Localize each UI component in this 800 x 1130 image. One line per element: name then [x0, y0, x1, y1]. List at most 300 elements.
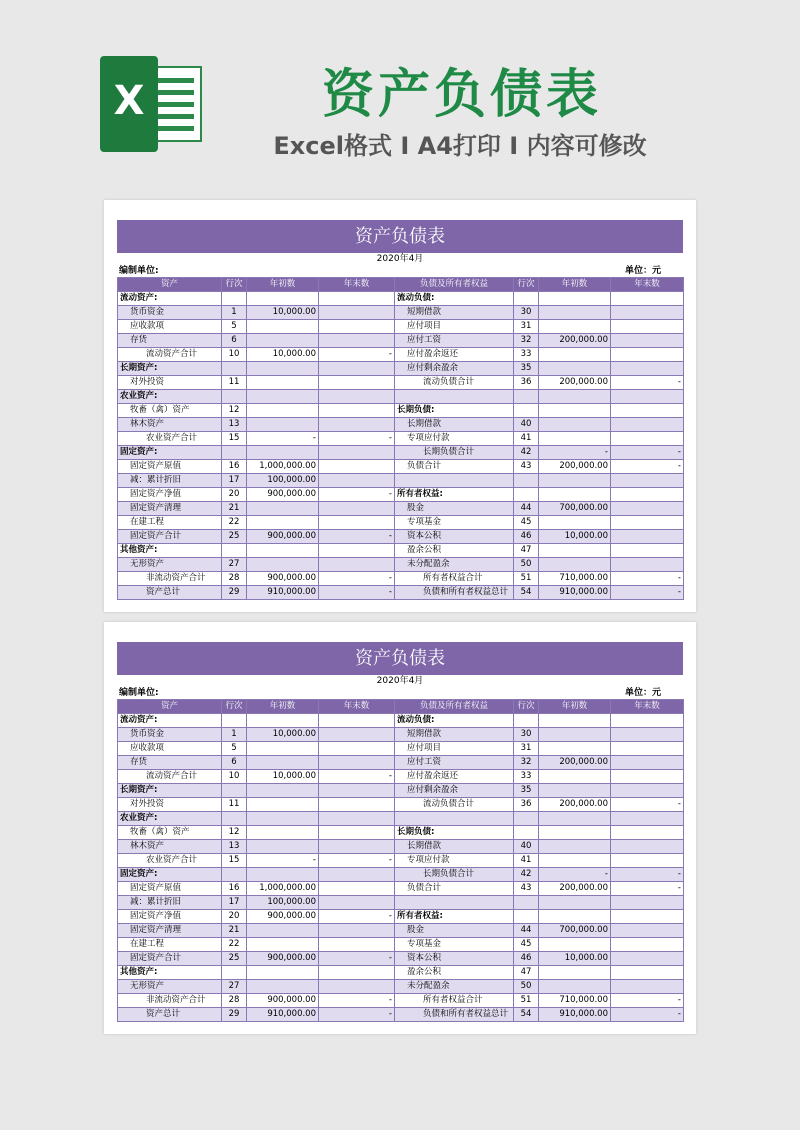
cell-asset-begin[interactable]: 10,000.00 [247, 728, 319, 742]
cell-liability-name[interactable]: 专项基金 [395, 516, 514, 530]
cell-liability-line[interactable]: 43 [514, 460, 539, 474]
cell-asset-end[interactable] [319, 418, 395, 432]
cell-liability-begin[interactable]: 200,000.00 [539, 334, 611, 348]
cell-liability-line[interactable]: 50 [514, 980, 539, 994]
cell-liability-name[interactable]: 流动负债合计 [395, 376, 514, 390]
cell-liability-begin[interactable] [539, 390, 611, 404]
cell-asset-name[interactable]: 农业资产合计 [118, 432, 222, 446]
cell-asset-name[interactable]: 农业资产: [118, 812, 222, 826]
cell-liability-line[interactable]: 54 [514, 586, 539, 600]
cell-liability-line[interactable]: 40 [514, 418, 539, 432]
cell-asset-name[interactable]: 应收款项 [118, 320, 222, 334]
cell-asset-line[interactable]: 22 [222, 516, 247, 530]
cell-liability-name[interactable]: 资本公积 [395, 952, 514, 966]
cell-asset-end[interactable] [319, 784, 395, 798]
cell-liability-line[interactable]: 42 [514, 446, 539, 460]
cell-asset-line[interactable]: 6 [222, 756, 247, 770]
cell-liability-end[interactable]: - [611, 446, 684, 460]
cell-liability-end[interactable] [611, 474, 684, 488]
cell-asset-begin[interactable]: 900,000.00 [247, 952, 319, 966]
cell-liability-line[interactable]: 31 [514, 320, 539, 334]
cell-asset-name[interactable]: 固定资产合计 [118, 530, 222, 544]
cell-asset-end[interactable]: - [319, 432, 395, 446]
cell-liability-begin[interactable] [539, 896, 611, 910]
cell-liability-line[interactable]: 51 [514, 994, 539, 1008]
cell-asset-name[interactable]: 固定资产清理 [118, 502, 222, 516]
cell-asset-begin[interactable] [247, 868, 319, 882]
cell-asset-name[interactable]: 固定资产净值 [118, 488, 222, 502]
cell-asset-begin[interactable] [247, 390, 319, 404]
cell-liability-line[interactable] [514, 826, 539, 840]
cell-liability-begin[interactable] [539, 966, 611, 980]
cell-asset-line[interactable]: 28 [222, 572, 247, 586]
cell-asset-line[interactable]: 17 [222, 474, 247, 488]
cell-liability-end[interactable] [611, 854, 684, 868]
cell-liability-name[interactable]: 所有者权益: [395, 910, 514, 924]
cell-asset-end[interactable] [319, 756, 395, 770]
cell-asset-begin[interactable]: 1,000,000.00 [247, 882, 319, 896]
cell-asset-name[interactable]: 流动资产: [118, 292, 222, 306]
cell-asset-name[interactable]: 固定资产净值 [118, 910, 222, 924]
cell-asset-end[interactable] [319, 502, 395, 516]
cell-asset-end[interactable] [319, 376, 395, 390]
cell-liability-begin[interactable]: 200,000.00 [539, 756, 611, 770]
cell-liability-name[interactable]: 资本公积 [395, 530, 514, 544]
cell-asset-end[interactable] [319, 840, 395, 854]
cell-asset-begin[interactable]: 10,000.00 [247, 770, 319, 784]
cell-liability-begin[interactable] [539, 432, 611, 446]
cell-liability-name[interactable]: 应付项目 [395, 742, 514, 756]
cell-liability-begin[interactable] [539, 840, 611, 854]
cell-liability-begin[interactable] [539, 544, 611, 558]
cell-asset-line[interactable]: 27 [222, 558, 247, 572]
cell-liability-end[interactable] [611, 770, 684, 784]
cell-liability-begin[interactable]: - [539, 446, 611, 460]
cell-liability-name[interactable]: 负债合计 [395, 882, 514, 896]
cell-liability-line[interactable] [514, 812, 539, 826]
cell-liability-begin[interactable] [539, 826, 611, 840]
cell-liability-end[interactable] [611, 980, 684, 994]
cell-liability-end[interactable] [611, 390, 684, 404]
cell-asset-end[interactable] [319, 362, 395, 376]
cell-liability-line[interactable]: 30 [514, 306, 539, 320]
cell-liability-line[interactable]: 45 [514, 516, 539, 530]
cell-asset-end[interactable] [319, 826, 395, 840]
cell-liability-name[interactable] [395, 896, 514, 910]
cell-liability-begin[interactable]: 10,000.00 [539, 952, 611, 966]
cell-liability-name[interactable]: 应付工资 [395, 334, 514, 348]
cell-liability-name[interactable]: 长期负债: [395, 826, 514, 840]
cell-liability-line[interactable]: 30 [514, 728, 539, 742]
cell-liability-begin[interactable] [539, 812, 611, 826]
cell-asset-begin[interactable] [247, 756, 319, 770]
cell-asset-line[interactable]: 10 [222, 348, 247, 362]
cell-liability-end[interactable] [611, 966, 684, 980]
cell-asset-begin[interactable] [247, 840, 319, 854]
cell-asset-name[interactable]: 长期资产: [118, 362, 222, 376]
cell-asset-name[interactable]: 其他资产: [118, 966, 222, 980]
cell-asset-end[interactable]: - [319, 854, 395, 868]
cell-asset-end[interactable] [319, 742, 395, 756]
cell-asset-name[interactable]: 流动资产合计 [118, 348, 222, 362]
cell-liability-name[interactable]: 短期借款 [395, 306, 514, 320]
cell-liability-begin[interactable]: 200,000.00 [539, 882, 611, 896]
cell-asset-begin[interactable]: 900,000.00 [247, 530, 319, 544]
cell-asset-line[interactable]: 29 [222, 586, 247, 600]
cell-liability-line[interactable]: 35 [514, 784, 539, 798]
cell-asset-name[interactable]: 流动资产: [118, 714, 222, 728]
cell-liability-end[interactable] [611, 418, 684, 432]
cell-liability-end[interactable] [611, 742, 684, 756]
cell-liability-name[interactable]: 盈余公积 [395, 966, 514, 980]
cell-liability-end[interactable]: - [611, 994, 684, 1008]
cell-liability-name[interactable]: 流动负债: [395, 714, 514, 728]
cell-liability-line[interactable]: 36 [514, 376, 539, 390]
cell-liability-line[interactable] [514, 404, 539, 418]
cell-liability-end[interactable] [611, 728, 684, 742]
cell-liability-end[interactable] [611, 334, 684, 348]
cell-liability-begin[interactable]: 910,000.00 [539, 586, 611, 600]
cell-liability-begin[interactable] [539, 728, 611, 742]
cell-liability-name[interactable]: 专项应付款 [395, 854, 514, 868]
cell-asset-begin[interactable]: 900,000.00 [247, 572, 319, 586]
cell-asset-end[interactable] [319, 924, 395, 938]
cell-liability-begin[interactable] [539, 516, 611, 530]
cell-asset-line[interactable] [222, 292, 247, 306]
cell-asset-end[interactable] [319, 812, 395, 826]
cell-asset-name[interactable]: 林木资产 [118, 840, 222, 854]
cell-liability-begin[interactable] [539, 854, 611, 868]
cell-asset-end[interactable] [319, 882, 395, 896]
cell-asset-end[interactable]: - [319, 1008, 395, 1022]
cell-asset-line[interactable]: 25 [222, 530, 247, 544]
cell-asset-end[interactable] [319, 292, 395, 306]
cell-liability-line[interactable]: 42 [514, 868, 539, 882]
cell-asset-begin[interactable]: 10,000.00 [247, 306, 319, 320]
cell-asset-name[interactable]: 非流动资产合计 [118, 572, 222, 586]
cell-liability-name[interactable]: 应付工资 [395, 756, 514, 770]
cell-asset-line[interactable] [222, 446, 247, 460]
cell-asset-name[interactable]: 牧畜（禽）资产 [118, 404, 222, 418]
cell-asset-name[interactable]: 在建工程 [118, 516, 222, 530]
cell-liability-name[interactable]: 长期负债: [395, 404, 514, 418]
cell-asset-line[interactable]: 1 [222, 728, 247, 742]
cell-asset-begin[interactable] [247, 334, 319, 348]
cell-liability-name[interactable]: 所有者权益: [395, 488, 514, 502]
cell-asset-name[interactable]: 固定资产合计 [118, 952, 222, 966]
cell-liability-name[interactable]: 所有者权益合计 [395, 994, 514, 1008]
cell-liability-line[interactable]: 41 [514, 432, 539, 446]
cell-asset-begin[interactable] [247, 980, 319, 994]
cell-liability-end[interactable] [611, 714, 684, 728]
cell-liability-line[interactable]: 44 [514, 924, 539, 938]
cell-liability-name[interactable]: 长期借款 [395, 418, 514, 432]
cell-liability-end[interactable]: - [611, 882, 684, 896]
cell-liability-end[interactable] [611, 910, 684, 924]
cell-asset-line[interactable]: 5 [222, 742, 247, 756]
cell-asset-begin[interactable] [247, 516, 319, 530]
cell-asset-begin[interactable]: 1,000,000.00 [247, 460, 319, 474]
cell-asset-end[interactable] [319, 544, 395, 558]
cell-liability-begin[interactable] [539, 292, 611, 306]
cell-asset-begin[interactable] [247, 376, 319, 390]
cell-liability-begin[interactable]: 200,000.00 [539, 376, 611, 390]
cell-liability-line[interactable]: 36 [514, 798, 539, 812]
cell-asset-name[interactable]: 固定资产: [118, 446, 222, 460]
cell-asset-line[interactable]: 20 [222, 488, 247, 502]
cell-liability-end[interactable] [611, 516, 684, 530]
cell-liability-end[interactable]: - [611, 868, 684, 882]
cell-asset-line[interactable] [222, 714, 247, 728]
cell-asset-name[interactable]: 对外投资 [118, 798, 222, 812]
cell-liability-begin[interactable]: 910,000.00 [539, 1008, 611, 1022]
cell-liability-end[interactable] [611, 488, 684, 502]
cell-liability-end[interactable] [611, 840, 684, 854]
cell-liability-begin[interactable] [539, 938, 611, 952]
cell-liability-line[interactable]: 45 [514, 938, 539, 952]
cell-asset-name[interactable]: 农业资产: [118, 390, 222, 404]
cell-liability-end[interactable] [611, 320, 684, 334]
cell-asset-name[interactable]: 固定资产原值 [118, 882, 222, 896]
cell-liability-line[interactable]: 47 [514, 966, 539, 980]
cell-asset-name[interactable]: 长期资产: [118, 784, 222, 798]
cell-liability-begin[interactable] [539, 980, 611, 994]
cell-asset-name[interactable]: 无形资产 [118, 558, 222, 572]
cell-asset-line[interactable]: 12 [222, 826, 247, 840]
cell-asset-name[interactable]: 无形资产 [118, 980, 222, 994]
cell-asset-begin[interactable] [247, 544, 319, 558]
cell-asset-end[interactable]: - [319, 910, 395, 924]
cell-asset-name[interactable]: 货币资金 [118, 306, 222, 320]
cell-liability-name[interactable]: 所有者权益合计 [395, 572, 514, 586]
cell-liability-line[interactable]: 41 [514, 854, 539, 868]
cell-asset-line[interactable]: 29 [222, 1008, 247, 1022]
cell-asset-line[interactable]: 27 [222, 980, 247, 994]
cell-asset-end[interactable] [319, 728, 395, 742]
cell-liability-name[interactable]: 流动负债: [395, 292, 514, 306]
cell-asset-end[interactable]: - [319, 586, 395, 600]
cell-asset-begin[interactable] [247, 812, 319, 826]
cell-liability-name[interactable]: 长期借款 [395, 840, 514, 854]
cell-liability-line[interactable]: 33 [514, 348, 539, 362]
cell-asset-end[interactable] [319, 460, 395, 474]
cell-asset-name[interactable]: 存货 [118, 756, 222, 770]
cell-liability-end[interactable] [611, 558, 684, 572]
cell-liability-begin[interactable] [539, 784, 611, 798]
cell-asset-name[interactable]: 资产总计 [118, 586, 222, 600]
cell-asset-begin[interactable]: 910,000.00 [247, 586, 319, 600]
cell-liability-end[interactable] [611, 544, 684, 558]
cell-asset-end[interactable] [319, 320, 395, 334]
cell-asset-line[interactable]: 16 [222, 460, 247, 474]
cell-liability-line[interactable]: 46 [514, 952, 539, 966]
cell-asset-line[interactable]: 28 [222, 994, 247, 1008]
cell-liability-end[interactable]: - [611, 586, 684, 600]
cell-asset-name[interactable]: 流动资产合计 [118, 770, 222, 784]
cell-asset-line[interactable] [222, 868, 247, 882]
cell-liability-end[interactable]: - [611, 1008, 684, 1022]
cell-asset-end[interactable]: - [319, 530, 395, 544]
cell-liability-line[interactable]: 35 [514, 362, 539, 376]
cell-liability-end[interactable] [611, 812, 684, 826]
cell-liability-begin[interactable]: - [539, 868, 611, 882]
cell-liability-begin[interactable] [539, 348, 611, 362]
cell-liability-name[interactable]: 专项应付款 [395, 432, 514, 446]
cell-liability-end[interactable] [611, 306, 684, 320]
cell-asset-end[interactable] [319, 868, 395, 882]
cell-liability-name[interactable]: 股金 [395, 924, 514, 938]
cell-liability-begin[interactable] [539, 558, 611, 572]
cell-asset-end[interactable] [319, 306, 395, 320]
cell-asset-line[interactable]: 11 [222, 376, 247, 390]
cell-liability-line[interactable]: 44 [514, 502, 539, 516]
cell-asset-end[interactable] [319, 474, 395, 488]
cell-liability-begin[interactable] [539, 320, 611, 334]
cell-liability-line[interactable] [514, 910, 539, 924]
cell-asset-line[interactable]: 5 [222, 320, 247, 334]
cell-asset-end[interactable] [319, 516, 395, 530]
cell-liability-begin[interactable] [539, 770, 611, 784]
cell-liability-name[interactable]: 应付项目 [395, 320, 514, 334]
cell-asset-begin[interactable] [247, 966, 319, 980]
cell-asset-line[interactable]: 13 [222, 840, 247, 854]
cell-liability-name[interactable]: 未分配盈余 [395, 980, 514, 994]
cell-asset-begin[interactable]: 100,000.00 [247, 896, 319, 910]
cell-asset-begin[interactable] [247, 924, 319, 938]
cell-liability-line[interactable]: 46 [514, 530, 539, 544]
cell-asset-line[interactable] [222, 362, 247, 376]
cell-asset-end[interactable] [319, 938, 395, 952]
cell-liability-line[interactable]: 43 [514, 882, 539, 896]
cell-liability-begin[interactable] [539, 418, 611, 432]
cell-liability-begin[interactable]: 710,000.00 [539, 572, 611, 586]
cell-asset-name[interactable]: 固定资产原值 [118, 460, 222, 474]
cell-asset-name[interactable]: 非流动资产合计 [118, 994, 222, 1008]
cell-asset-begin[interactable]: 10,000.00 [247, 348, 319, 362]
cell-asset-end[interactable] [319, 798, 395, 812]
cell-asset-line[interactable]: 6 [222, 334, 247, 348]
cell-liability-name[interactable] [395, 390, 514, 404]
cell-asset-name[interactable]: 存货 [118, 334, 222, 348]
cell-asset-begin[interactable]: 900,000.00 [247, 910, 319, 924]
cell-liability-begin[interactable]: 700,000.00 [539, 502, 611, 516]
cell-liability-line[interactable] [514, 488, 539, 502]
cell-asset-name[interactable]: 资产总计 [118, 1008, 222, 1022]
cell-asset-end[interactable]: - [319, 994, 395, 1008]
cell-asset-line[interactable]: 25 [222, 952, 247, 966]
cell-asset-name[interactable]: 其他资产: [118, 544, 222, 558]
cell-liability-end[interactable] [611, 924, 684, 938]
cell-liability-end[interactable]: - [611, 460, 684, 474]
cell-liability-line[interactable] [514, 474, 539, 488]
cell-asset-line[interactable] [222, 966, 247, 980]
cell-liability-line[interactable]: 54 [514, 1008, 539, 1022]
cell-liability-end[interactable] [611, 784, 684, 798]
cell-asset-line[interactable]: 1 [222, 306, 247, 320]
cell-asset-name[interactable]: 对外投资 [118, 376, 222, 390]
cell-asset-line[interactable]: 16 [222, 882, 247, 896]
cell-liability-begin[interactable] [539, 488, 611, 502]
cell-asset-end[interactable] [319, 980, 395, 994]
cell-liability-end[interactable] [611, 292, 684, 306]
cell-asset-line[interactable]: 21 [222, 924, 247, 938]
cell-asset-begin[interactable]: 100,000.00 [247, 474, 319, 488]
cell-liability-end[interactable] [611, 362, 684, 376]
cell-liability-name[interactable]: 长期负债合计 [395, 446, 514, 460]
cell-asset-name[interactable]: 应收款项 [118, 742, 222, 756]
cell-liability-line[interactable]: 33 [514, 770, 539, 784]
cell-asset-end[interactable]: - [319, 572, 395, 586]
cell-asset-line[interactable]: 15 [222, 854, 247, 868]
cell-asset-end[interactable]: - [319, 770, 395, 784]
cell-asset-end[interactable] [319, 714, 395, 728]
cell-liability-end[interactable] [611, 348, 684, 362]
cell-liability-begin[interactable]: 10,000.00 [539, 530, 611, 544]
cell-liability-line[interactable]: 32 [514, 334, 539, 348]
cell-liability-line[interactable] [514, 292, 539, 306]
cell-asset-name[interactable]: 林木资产 [118, 418, 222, 432]
cell-asset-name[interactable]: 在建工程 [118, 938, 222, 952]
cell-asset-begin[interactable]: - [247, 854, 319, 868]
cell-asset-line[interactable]: 15 [222, 432, 247, 446]
cell-asset-begin[interactable] [247, 362, 319, 376]
cell-liability-name[interactable]: 专项基金 [395, 938, 514, 952]
cell-asset-begin[interactable] [247, 320, 319, 334]
cell-liability-end[interactable] [611, 502, 684, 516]
cell-asset-line[interactable]: 17 [222, 896, 247, 910]
cell-asset-line[interactable]: 20 [222, 910, 247, 924]
cell-asset-name[interactable]: 农业资产合计 [118, 854, 222, 868]
cell-liability-name[interactable]: 股金 [395, 502, 514, 516]
cell-liability-begin[interactable] [539, 362, 611, 376]
cell-liability-end[interactable]: - [611, 376, 684, 390]
cell-asset-line[interactable]: 13 [222, 418, 247, 432]
cell-asset-end[interactable]: - [319, 348, 395, 362]
cell-asset-end[interactable] [319, 390, 395, 404]
cell-liability-end[interactable] [611, 432, 684, 446]
cell-asset-begin[interactable] [247, 418, 319, 432]
cell-asset-begin[interactable] [247, 558, 319, 572]
cell-asset-name[interactable]: 减：累计折旧 [118, 896, 222, 910]
cell-asset-end[interactable] [319, 404, 395, 418]
cell-asset-line[interactable]: 12 [222, 404, 247, 418]
cell-asset-line[interactable] [222, 812, 247, 826]
cell-liability-name[interactable]: 短期借款 [395, 728, 514, 742]
cell-liability-line[interactable] [514, 390, 539, 404]
cell-liability-begin[interactable]: 200,000.00 [539, 460, 611, 474]
cell-liability-name[interactable]: 负债合计 [395, 460, 514, 474]
cell-liability-line[interactable]: 32 [514, 756, 539, 770]
cell-liability-line[interactable]: 50 [514, 558, 539, 572]
cell-liability-begin[interactable] [539, 306, 611, 320]
cell-asset-line[interactable] [222, 784, 247, 798]
cell-asset-line[interactable]: 22 [222, 938, 247, 952]
cell-liability-begin[interactable]: 200,000.00 [539, 798, 611, 812]
cell-liability-name[interactable]: 应付盈余返还 [395, 770, 514, 784]
cell-liability-begin[interactable] [539, 714, 611, 728]
cell-asset-end[interactable] [319, 896, 395, 910]
cell-liability-name[interactable]: 负债和所有者权益总计 [395, 1008, 514, 1022]
cell-asset-end[interactable] [319, 334, 395, 348]
cell-liability-line[interactable] [514, 896, 539, 910]
cell-asset-begin[interactable] [247, 784, 319, 798]
cell-asset-line[interactable] [222, 390, 247, 404]
cell-asset-line[interactable]: 21 [222, 502, 247, 516]
cell-liability-line[interactable]: 47 [514, 544, 539, 558]
cell-asset-begin[interactable] [247, 292, 319, 306]
cell-liability-begin[interactable]: 700,000.00 [539, 924, 611, 938]
cell-asset-begin[interactable]: 910,000.00 [247, 1008, 319, 1022]
